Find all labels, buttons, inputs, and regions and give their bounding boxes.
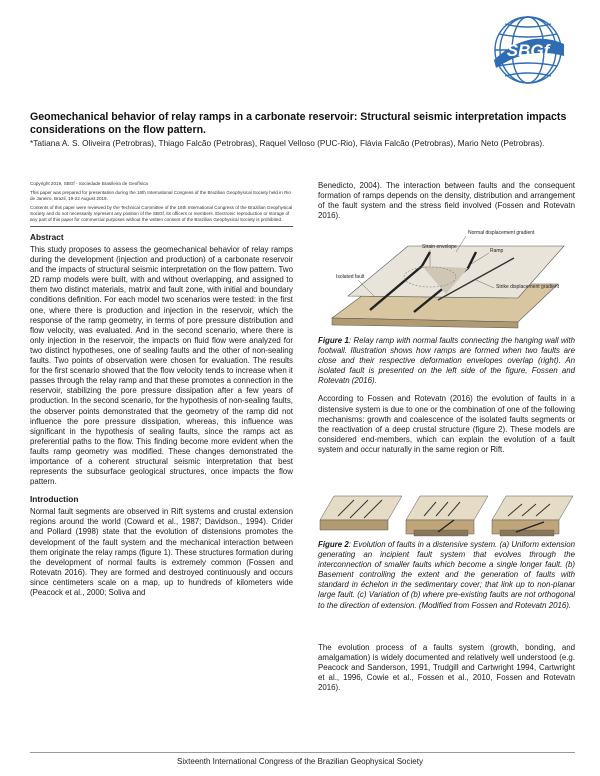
figure-1-caption-text: : Relay ramp with normal faults connecting the hanging wall with footwall. Illustration shows how ramps are formed when two faults are close and their respective deformation envelopes overlap (right). An isolated fault is presented on the left side of the figure, Fossen and Rotevatn (2016). [318, 336, 575, 386]
figure-1-caption-block [318, 336, 575, 455]
authors: *Tatiana A. S. Oliveira (Petrobras), Thiago Falcão (Petrobras), Raquel Velloso (PUC-Rio), Flávia Falcão (Petrobras), Mario Neto (Petrobras). [30, 138, 545, 148]
sbgf-logo [488, 10, 568, 90]
figure-2-caption-block [318, 540, 575, 693]
presentation-note: This paper was prepared for presentation during the 16th International Congress of the Brazilian Geophysical Society held in Rio de Janeiro, Brazil, 19-22 August 2019. [30, 190, 291, 201]
divider [30, 226, 293, 227]
paper-title: Geomechanical behavior of relay ramps in a carbonate reservoir: Structural seismic interpretation impacts considerations on the flow pattern. [30, 111, 567, 136]
paragraph-mid: According to Fossen and Rotevatn (2016) the evolution of faults in a distensive system is due to one or the combination of one of the following mechanisms: growth and coalescence of the isolated faults segments or the reactivation of a deep crustal structure (figure 2). These models are considered end-members, which can explain the evolution of a fault system and occur naturally in the same region or Rift. [318, 394, 575, 454]
footer-divider [30, 752, 575, 753]
figure-2-panel-b [406, 496, 488, 536]
label-ramp: Ramp [490, 248, 504, 254]
figure-2-panel-c [492, 496, 573, 536]
left-column [30, 181, 293, 598]
label-normal-displacement: Normal displacement gradient [468, 230, 535, 236]
paragraph-top: Benedicto, 2004). The interaction between faults and the consequent formation of ramps depends on the density, distribution and arrangement of the fault system and the stress field involved (Fossen and Rotevatn 2016). [318, 181, 575, 221]
review-note: Contents of this paper were reviewed by the Technical Committee of the 16th International Congress of the Brazilian Geophysical Society and do not necessarily represent any position of the SBGf, its officers or members. Electronic reproduction or storage of any part of this paper for commercial purposes without the written consent of the Brazilian Geophysical Society is prohibited. [30, 205, 293, 222]
figure-2-caption [318, 540, 575, 611]
globe-icon [488, 10, 568, 90]
introduction-heading: Introduction [30, 494, 79, 505]
figure-2-label: Figure 2 [318, 540, 349, 549]
figure-1-caption [318, 336, 575, 386]
page-footer: Sixteenth International Congress of the Brazilian Geophysical Society [177, 757, 423, 766]
logo-text: SBGf [506, 41, 550, 60]
figure-2-fault-evolution [318, 490, 575, 538]
figure-2-caption-text: : Evolution of faults in a distensive system. (a) Uniform extension generating an incipient fault system that evolves through the interconnection of smaller faults which become a single longer fault. (b) Basement controlling the extent and the generation of faults with standard in échelon in the sedimentary cover; that link up to non-planar large fault. (c) Variation of (b) where pre-existing faults are not orthogonal to the direction of extension. (Modified from Fossen and Rotevatn 2016). [318, 540, 575, 610]
label-strain-envelope: Strain envelope [422, 244, 457, 250]
figure-1-label: Figure 1 [318, 336, 349, 345]
abstract-text: This study proposes to assess the geomechanical behavior of relay ramps during the development (injection and production) of a carbonate reservoir and the impacts of structural seismic interpretation on the flow pattern. Two 2D ramp models were built, with and without overlapping, and assigned to them two distinct materials, matrix and fault zone, with initial and boundary conditions definition. For each model two scenarios were tested: in the first one, where there is production and injection in the reservoir, which the response of the ramp geometry, in terms of pore pressure distribution and flow velocity, was evaluated. And in the second scenario, where there is only injection in the reservoir, the impacts on fluid flow were analyzed for two distinct hypotheses, one of sealing faults and the other of non-sealing faults. Two points of observation were chosen for evaluation. The results for the first scenario showed that the flow velocity tends to increase when it passes through the relay ramp and that these promotes a connection in the reservoir, stabilizing the pore pressure dissipation after a few years of production. In the second scenario, for the hypothesis of non-sealing faults, the observer points demonstrated that the geometry of the ramp did not influence the pore pressure dissipation, whereas, this influence was significant in the hypothesis of sealing faults, since the ramps act as preferential paths to the flow. This finding become more evident when the faults ramp geometry was modified. These changes demonstrated the importance of a coherent structural seismic interpretation that best represents the subsurface geological structures, once impacts the flow pattern. [30, 245, 293, 487]
introduction-text: Normal fault segments are observed in Rift systems and crustal extension regions around the world (Coward et al., 1987; Davidson., 1994). Crider and Pollard (1998) state that the evolution of distensions promotes the development of the fault system and the mechanical interaction between them originate the relay ramps (figure 1). These structures formation during the development of normal faults is extremely common (Fossen and Rotevatn 2016). They are formed and destroyed continuously and occurs since centimeters scale on a map, up to hundreds of kilometers wide (Peacock et al., 2000; Soliva and [30, 507, 293, 597]
label-strike-displacement: Strike displacement gradient [496, 284, 560, 290]
label-isolated-fault: Isolated fault [336, 274, 365, 280]
copyright-line: Copyright 2019, SBGf - Sociedade Brasileira de Geofísica [30, 181, 148, 186]
copyright-notice [30, 181, 293, 223]
paragraph-bottom: The evolution process of a faults system (growth, bonding, and amalgamation) is widely documented and relatively well understood (e.g. Peacock and Sanderson, 1991, Trudgill and Cartwright 1994, Cartwright et al., 1996, Cowie et al., Fossen et al., 2010, Fossen and Rotevatn 2016). [318, 642, 575, 693]
right-column [318, 181, 575, 221]
figure-2-panel-a [320, 496, 402, 530]
figure-1-relay-ramp [318, 222, 575, 330]
abstract-heading: Abstract [30, 232, 64, 242]
